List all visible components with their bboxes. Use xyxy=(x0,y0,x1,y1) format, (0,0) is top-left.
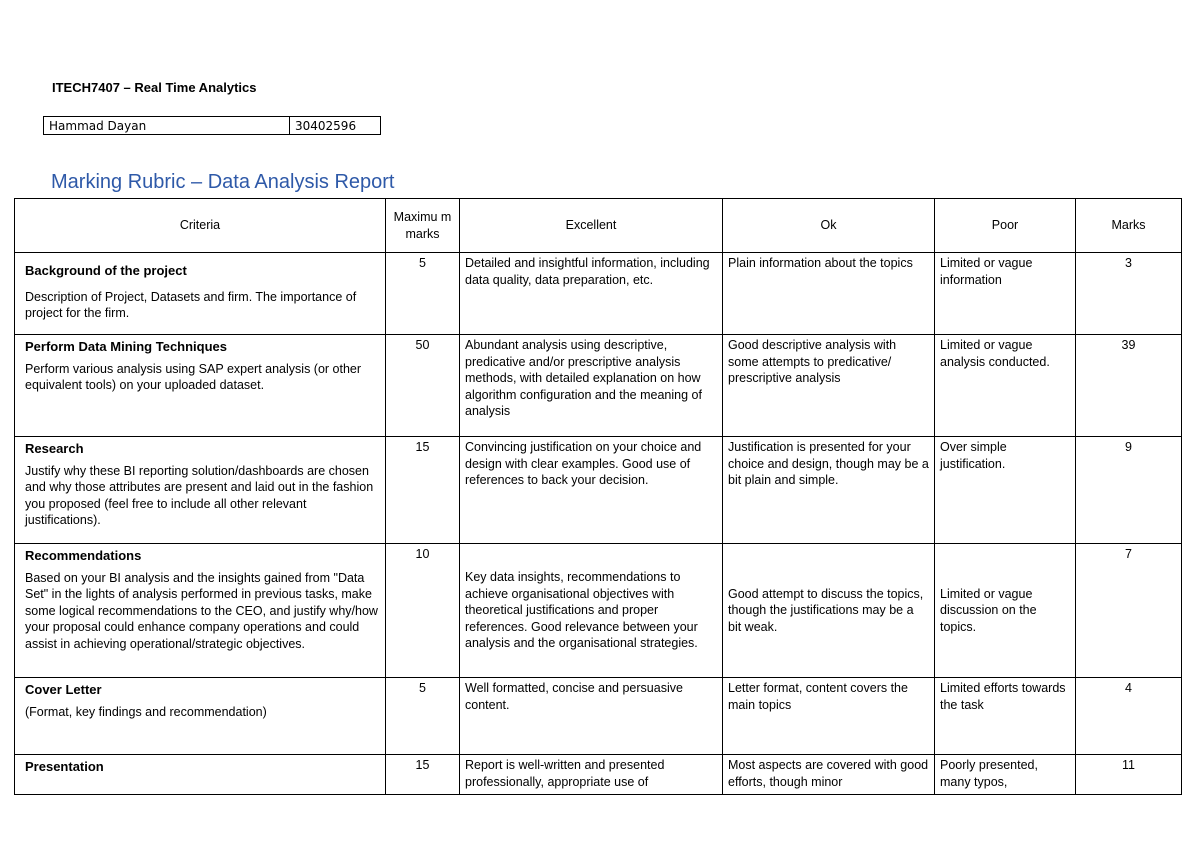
criteria-description: Description of Project, Datasets and firm. The importance of project for the firm. xyxy=(25,289,357,320)
column-header-excellent: Excellent xyxy=(460,199,723,253)
criteria-cell xyxy=(15,253,386,335)
max-marks-cell: 10 xyxy=(386,544,460,678)
poor-cell: Limited or vague analysis conducted. xyxy=(935,335,1076,437)
criteria-title: Presentation xyxy=(25,759,104,774)
excellent-cell: Detailed and insightful information, including data quality, data preparation, etc. xyxy=(460,253,723,335)
student-id: 30402596 xyxy=(290,117,381,135)
criteria-title: Background of the project xyxy=(25,263,187,278)
awarded-marks-cell: 3 xyxy=(1076,253,1182,335)
poor-cell: Poorly presented, many typos, xyxy=(935,755,1076,795)
poor-cell: Limited or vague information xyxy=(935,253,1076,335)
max-marks-cell: 15 xyxy=(386,755,460,795)
criteria-description: Justify why these BI reporting solution/dashboards are chosen and why those attributes are present and laid out in the fashion you proposed (feel free to include all other relevant justifications). xyxy=(25,463,374,527)
table-row xyxy=(15,755,1182,795)
column-header-criteria: Criteria xyxy=(15,199,386,253)
awarded-marks-cell: 7 xyxy=(1076,544,1182,678)
student-info-table xyxy=(43,116,381,135)
criteria-cell xyxy=(15,437,386,544)
course-title: ITECH7407 – Real Time Analytics xyxy=(52,80,257,95)
poor-cell: Limited efforts towards the task xyxy=(935,678,1076,755)
table-row xyxy=(15,437,1182,544)
criteria-description: (Format, key findings and recommendation) xyxy=(25,704,267,719)
criteria-cell xyxy=(15,544,386,678)
poor-cell: Limited or vague discussion on the topics. xyxy=(935,544,1076,678)
table-header-row xyxy=(15,199,1182,253)
criteria-title: Cover Letter xyxy=(25,682,102,697)
criteria-description: Based on your BI analysis and the insights gained from "Data Set" in the lights of analysis performed in previous tasks, make some logical recommendations to the CEO, and justify why/how your proposal could enhance company operations and could assist in achieving operational/strategic objectives. xyxy=(25,570,378,651)
awarded-marks-cell: 39 xyxy=(1076,335,1182,437)
ok-cell: Justification is presented for your choice and design, though may be a bit plain and simple. xyxy=(723,437,935,544)
excellent-cell: Key data insights, recommendations to achieve organisational objectives with theoretical justifications and proper references. Good relevance between your analysis and the organisational strategies. xyxy=(460,544,723,678)
max-marks-cell: 5 xyxy=(386,678,460,755)
max-marks-cell: 50 xyxy=(386,335,460,437)
awarded-marks-cell: 9 xyxy=(1076,437,1182,544)
column-header-ok: Ok xyxy=(723,199,935,253)
table-row xyxy=(15,678,1182,755)
page-title: Marking Rubric – Data Analysis Report xyxy=(51,171,395,193)
max-marks-cell: 15 xyxy=(386,437,460,544)
excellent-cell: Well formatted, concise and persuasive content. xyxy=(460,678,723,755)
ok-cell: Good descriptive analysis with some attempts to predicative/ prescriptive analysis xyxy=(723,335,935,437)
awarded-marks-cell: 4 xyxy=(1076,678,1182,755)
ok-cell: Most aspects are covered with good efforts, though minor xyxy=(723,755,935,795)
ok-cell: Good attempt to discuss the topics, though the justifications may be a bit weak. xyxy=(723,544,935,678)
criteria-title: Recommendations xyxy=(25,548,142,563)
poor-cell: Over simple justification. xyxy=(935,437,1076,544)
table-row xyxy=(15,335,1182,437)
max-marks-cell: 5 xyxy=(386,253,460,335)
rubric-table xyxy=(14,198,1182,795)
criteria-title: Perform Data Mining Techniques xyxy=(25,339,228,354)
table-row xyxy=(15,544,1182,678)
excellent-cell: Convincing justification on your choice and design with clear examples. Good use of references to back your decision. xyxy=(460,437,723,544)
criteria-description: Perform various analysis using SAP expert analysis (or other equivalent tools) on your uploaded dataset. xyxy=(25,361,362,392)
column-header-poor: Poor xyxy=(935,199,1076,253)
ok-cell: Letter format, content covers the main topics xyxy=(723,678,935,755)
student-name: Hammad Dayan xyxy=(44,117,290,135)
awarded-marks-cell: 11 xyxy=(1076,755,1182,795)
column-header-marks: Marks xyxy=(1076,199,1182,253)
excellent-cell: Report is well-written and presented professionally, appropriate use of xyxy=(460,755,723,795)
table-row xyxy=(15,253,1182,335)
criteria-title: Research xyxy=(25,441,84,456)
criteria-cell xyxy=(15,678,386,755)
criteria-cell xyxy=(15,335,386,437)
ok-cell: Plain information about the topics xyxy=(723,253,935,335)
criteria-cell xyxy=(15,755,386,795)
excellent-cell: Abundant analysis using descriptive, predicative and/or prescriptive analysis methods, with detailed explanation on how algorithm configuration and the meaning of analysis xyxy=(460,335,723,437)
column-header-maximum-marks: Maximu m marks xyxy=(386,199,460,253)
